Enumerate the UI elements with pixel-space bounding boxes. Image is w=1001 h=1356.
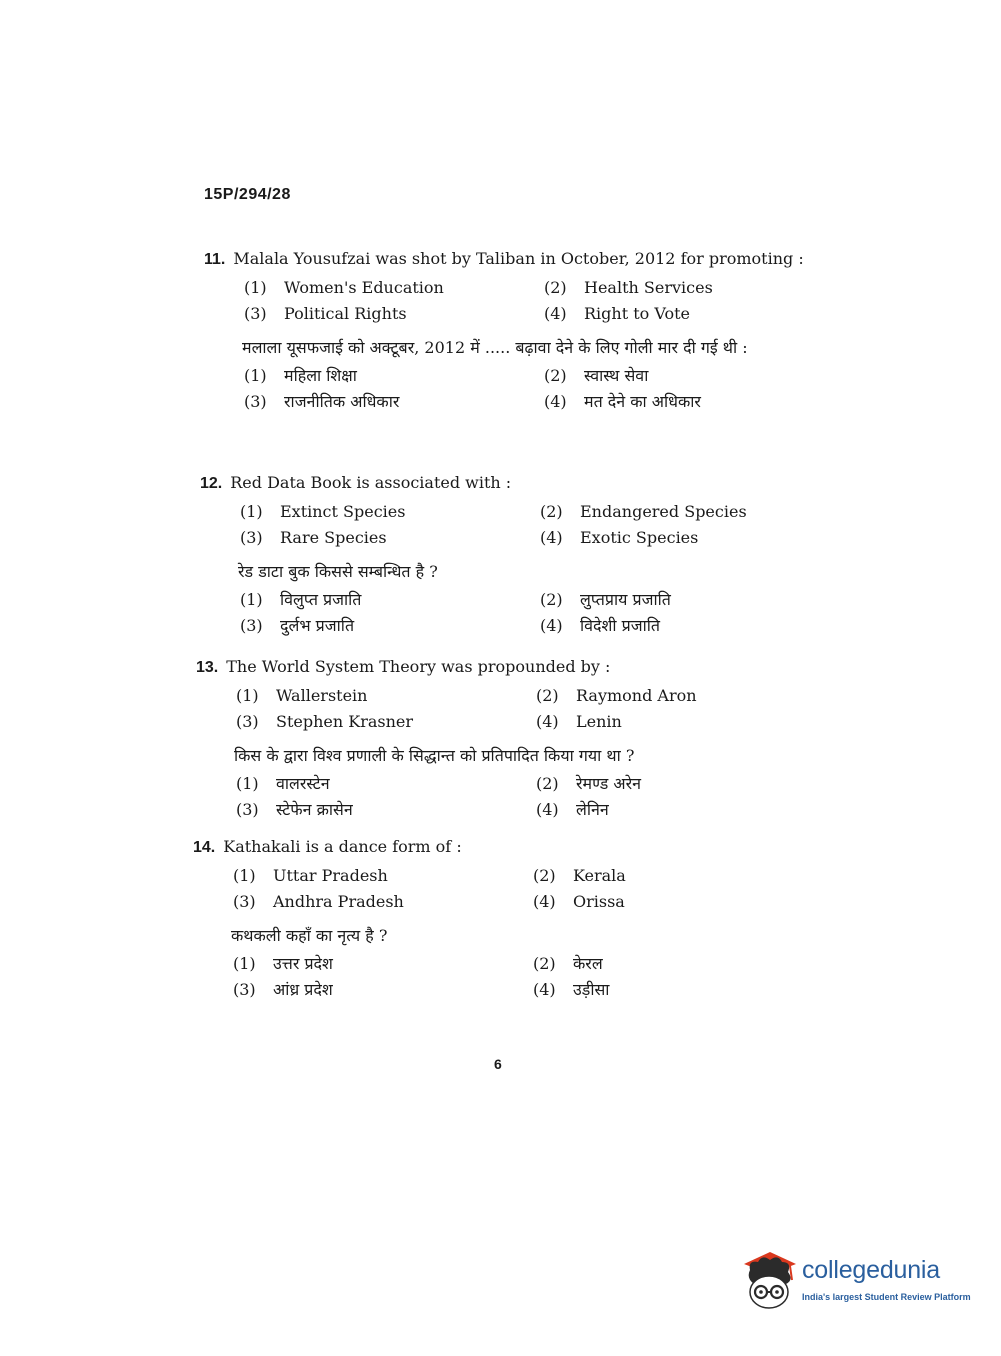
options-en <box>233 863 833 915</box>
question-text-en <box>193 836 833 859</box>
collegedunia-logo <box>740 1250 970 1312</box>
question-number: 12. <box>200 475 223 492</box>
option: (3) राजनीतिक अधिकार <box>244 392 400 411</box>
question-stem-en: Kathakali is a dance form of : <box>223 837 462 856</box>
question-text-en <box>200 472 840 495</box>
option: (4) विदेशी प्रजाति <box>540 616 661 635</box>
option: (1) Women's Education <box>244 278 444 297</box>
mascot-icon <box>740 1250 798 1312</box>
page-number: 6 <box>494 1056 502 1072</box>
option: (2) लुप्तप्राय प्रजाति <box>540 590 671 609</box>
question-14 <box>193 836 833 1003</box>
option: (3) आंध्र प्रदेश <box>233 980 333 999</box>
option: (4) Orissa <box>533 892 625 911</box>
question-text-en <box>204 248 844 271</box>
options-en <box>240 499 840 551</box>
logo-tagline: India's largest Student Review Platform <box>802 1292 971 1302</box>
option: (1) उत्तर प्रदेश <box>233 954 333 973</box>
option: (4) लेनिन <box>536 800 609 819</box>
option: (2) Health Services <box>544 278 713 297</box>
option: (1) विलुप्त प्रजाति <box>240 590 362 609</box>
question-stem-hi: किस के द्वारा विश्व प्रणाली के सिद्धान्त को प्रतिपादित किया गया था ? <box>234 746 635 765</box>
option: (1) महिला शिक्षा <box>244 366 357 385</box>
question-12 <box>200 472 840 639</box>
option: (1) Extinct Species <box>240 502 406 521</box>
options-en <box>244 275 844 327</box>
option: (1) Wallerstein <box>236 686 368 705</box>
option: (3) Andhra Pradesh <box>233 892 404 911</box>
logo-wordmark: collegedunia <box>802 1256 940 1284</box>
option: (2) केरल <box>533 954 603 973</box>
option: (2) Kerala <box>533 866 626 885</box>
option: (3) Rare Species <box>240 528 387 547</box>
option: (4) Exotic Species <box>540 528 699 547</box>
question-number: 11. <box>204 251 226 268</box>
question-11 <box>204 248 844 415</box>
option: (2) स्वास्थ सेवा <box>544 366 649 385</box>
question-number: 13. <box>196 659 219 676</box>
option: (3) Stephen Krasner <box>236 712 414 731</box>
question-number: 14. <box>193 839 216 856</box>
question-stem-en: Malala Yousufzai was shot by Taliban in October, 2012 for promoting : <box>233 249 804 268</box>
options-en <box>236 683 836 735</box>
question-stem-hi: मलाला यूसफजाई को अक्टूबर, 2012 में ..... बढ़ावा देने के लिए गोली मार दी गई थी : <box>242 338 748 357</box>
options-hi <box>233 951 833 1003</box>
options-hi <box>244 363 844 415</box>
question-stem-hi: कथकली कहाँ का नृत्य है ? <box>231 926 388 945</box>
option: (4) Lenin <box>536 712 622 731</box>
option: (2) Raymond Aron <box>536 686 697 705</box>
question-text-en <box>196 656 836 679</box>
option: (4) उड़ीसा <box>533 980 610 999</box>
option: (1) Uttar Pradesh <box>233 866 388 885</box>
option: (2) Endangered Species <box>540 502 747 521</box>
question-13 <box>196 656 836 823</box>
question-stem-hi: रेड डाटा बुक किससे सम्बन्धित है ? <box>238 562 438 581</box>
options-hi <box>240 587 840 639</box>
option: (4) मत देने का अधिकार <box>544 392 701 411</box>
option: (3) दुर्लभ प्रजाति <box>240 616 355 635</box>
paper-code: 15P/294/28 <box>204 186 291 203</box>
option: (1) वालरस्टेन <box>236 774 330 793</box>
question-stem-en: The World System Theory was propounded by : <box>226 657 611 676</box>
question-stem-en: Red Data Book is associated with : <box>230 473 512 492</box>
option: (3) स्टेफेन क्रासेन <box>236 800 353 819</box>
option: (4) Right to Vote <box>544 304 690 323</box>
option: (2) रेमण्ड अरेन <box>536 774 642 793</box>
options-hi <box>236 771 836 823</box>
option: (3) Political Rights <box>244 304 407 323</box>
